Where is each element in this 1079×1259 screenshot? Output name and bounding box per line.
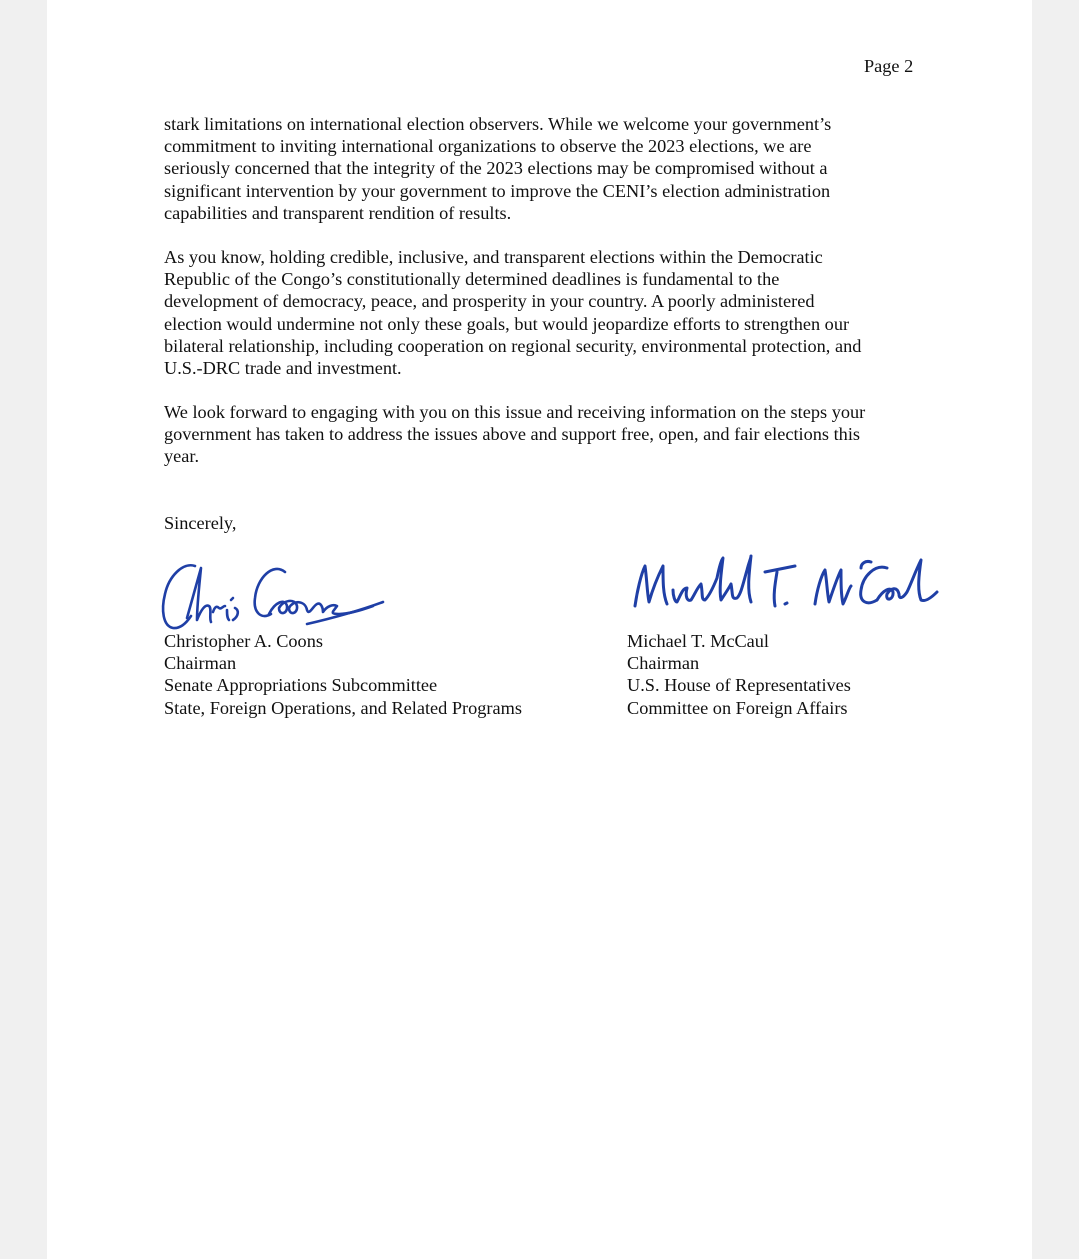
signature-block-right — [627, 630, 851, 719]
signature-coons — [157, 548, 397, 638]
signatory-organization: Senate Appropriations Subcommittee — [164, 675, 438, 696]
signature-mccaul — [625, 544, 945, 622]
text-line: bilateral relationship, including cooperation on regional security, environmental protection, and — [164, 335, 862, 356]
signature-block-left — [164, 630, 522, 719]
text-line: significant intervention by your government to improve the CENI’s election administration — [164, 180, 831, 201]
text-line: year. — [164, 446, 200, 467]
signature-coons-drawing — [157, 548, 397, 638]
signatory-organization-detail: State, Foreign Operations, and Related Programs — [164, 697, 522, 718]
text-line: election would undermine not only these goals, but would jeopardize efforts to strengthen our — [164, 313, 850, 334]
paragraph-3 — [164, 401, 924, 468]
text-line: government has taken to address the issues above and support free, open, and fair elections this — [164, 424, 861, 445]
text-line: development of democracy, peace, and prosperity in your country. A poorly administered — [164, 291, 815, 312]
text-line: stark limitations on international election observers. While we welcome your government’s — [164, 114, 832, 134]
paragraph-1 — [164, 113, 924, 224]
paragraph-2 — [164, 246, 924, 379]
signatory-organization: U.S. House of Representatives — [627, 675, 851, 696]
signatory-name: Christopher A. Coons — [164, 631, 323, 651]
letter-page — [47, 0, 1032, 1259]
signatory-title: Chairman — [164, 653, 237, 674]
text-line: As you know, holding credible, inclusive, and transparent elections within the Democratic — [164, 247, 823, 267]
text-line: capabilities and transparent rendition of results. — [164, 202, 512, 223]
signatory-title: Chairman — [627, 653, 700, 674]
text-line: Republic of the Congo’s constitutionally determined deadlines is fundamental to the — [164, 269, 780, 290]
text-line: We look forward to engaging with you on this issue and receiving information on the steps your — [164, 402, 866, 422]
page-number: Page 2 — [864, 56, 914, 76]
closing-salutation: Sincerely, — [164, 513, 237, 533]
text-line: U.S.-DRC trade and investment. — [164, 358, 402, 379]
signatory-name: Michael T. McCaul — [627, 631, 769, 651]
signatory-organization-detail: Committee on Foreign Affairs — [627, 697, 848, 718]
signature-mccaul-drawing — [625, 544, 945, 622]
text-line: seriously concerned that the integrity of the 2023 elections may be compromised without a — [164, 158, 828, 179]
text-line: commitment to inviting international organizations to observe the 2023 elections, we are — [164, 136, 812, 157]
